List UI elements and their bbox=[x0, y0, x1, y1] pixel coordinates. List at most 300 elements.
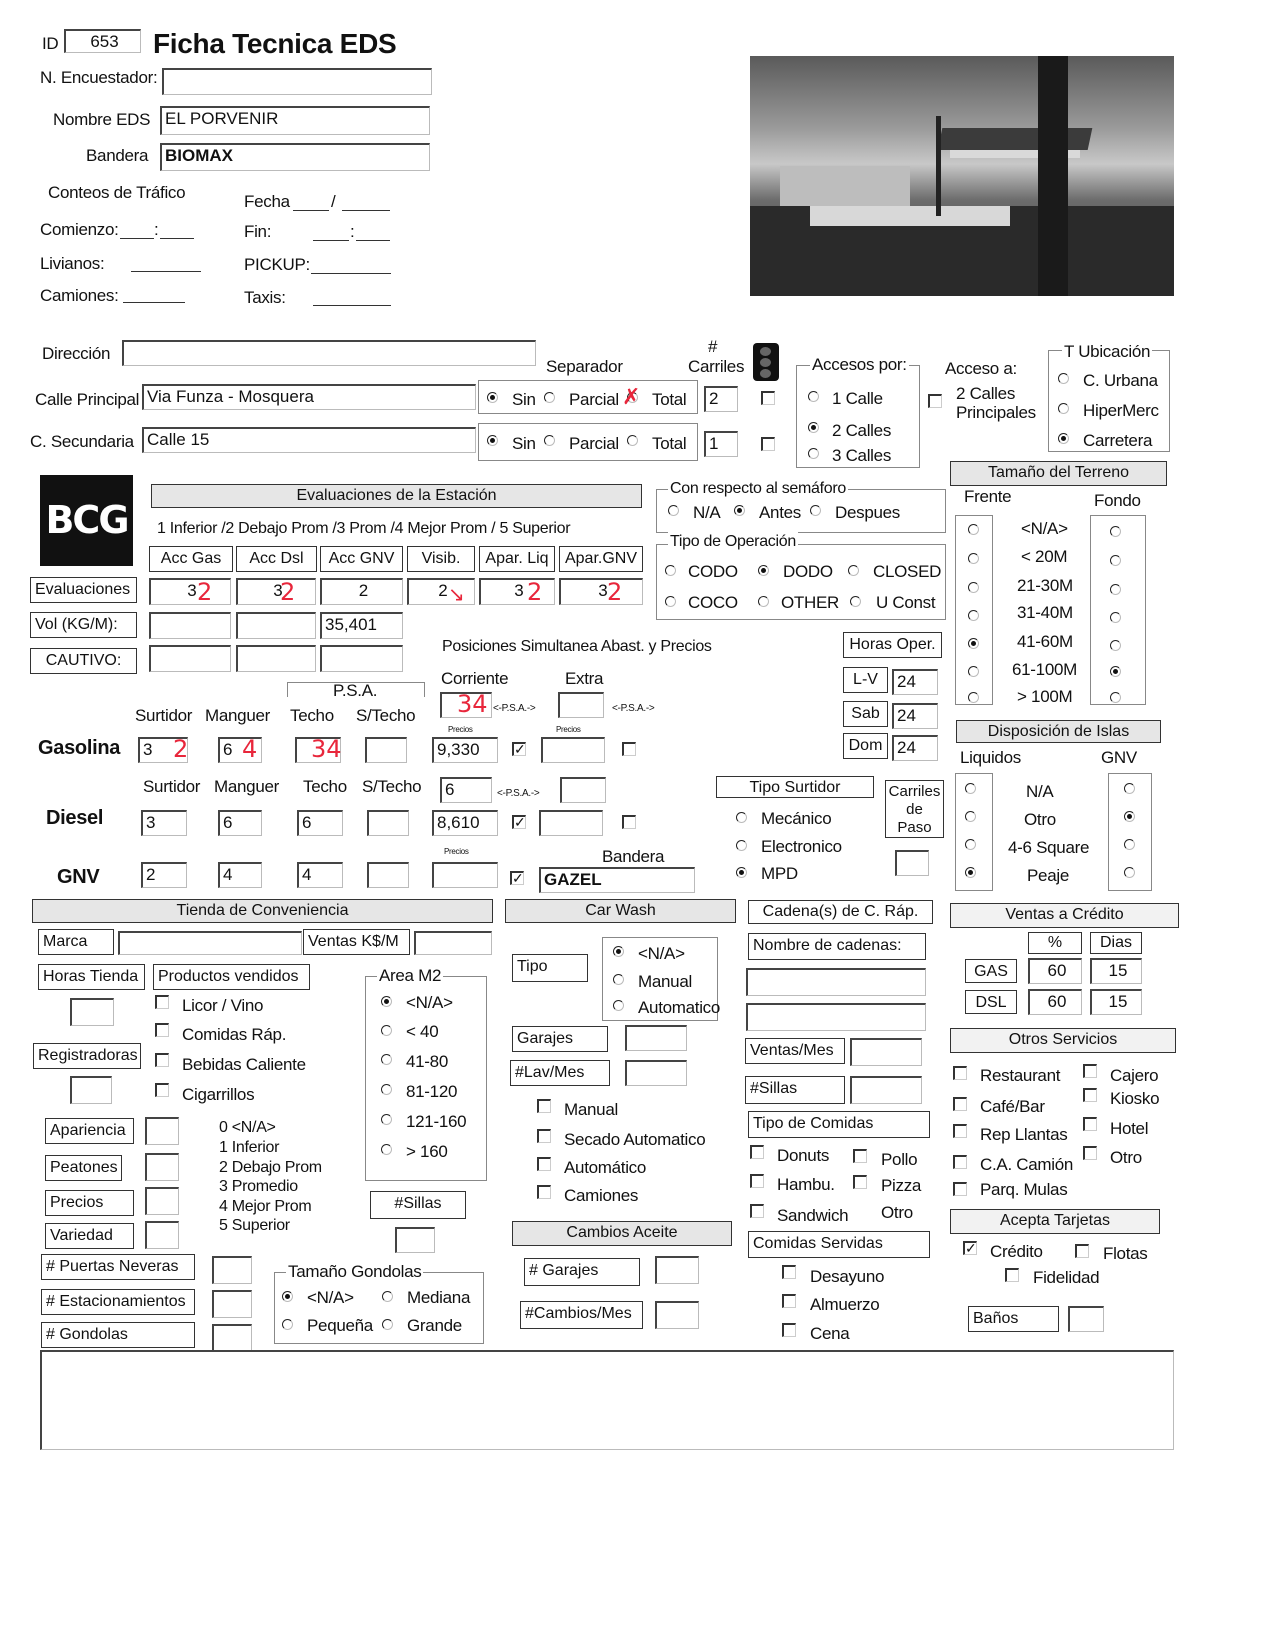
frente-radio[interactable] bbox=[968, 638, 979, 649]
acceso-3calles-label: 3 Calles bbox=[832, 446, 892, 465]
tienda-horas-field[interactable] bbox=[70, 998, 114, 1026]
op-dodo-radio[interactable] bbox=[758, 565, 769, 576]
eval-apar-liq-field[interactable]: 3 bbox=[479, 578, 555, 605]
servida-desayuno-check[interactable] bbox=[782, 1265, 796, 1279]
sep-p-sin-radio[interactable] bbox=[487, 392, 498, 403]
aceite-cambios-label: #Cambios/Mes bbox=[520, 1301, 643, 1329]
ubicacion-title: T Ubicación bbox=[1064, 342, 1151, 361]
acceso-a-check[interactable] bbox=[928, 394, 942, 408]
gas-manguer-field[interactable]: 6 bbox=[218, 737, 262, 763]
eval-col-acc-dsl: Acc Dsl bbox=[236, 546, 317, 572]
techo-header: Techo bbox=[303, 777, 347, 796]
op-coco-label: COCO bbox=[688, 593, 738, 612]
tarjeta-credito-check[interactable]: ✓ bbox=[965, 1240, 977, 1256]
carriles-secundaria-field[interactable]: 1 bbox=[704, 431, 738, 457]
precios-caption: Precios bbox=[444, 847, 469, 856]
credito-gas-dias-field[interactable]: 15 bbox=[1090, 958, 1142, 984]
comida-otro-label: Otro bbox=[881, 1203, 913, 1222]
area-radio[interactable] bbox=[381, 1114, 392, 1125]
gondola-mediana-label: Mediana bbox=[407, 1288, 471, 1307]
area-title: Area M2 bbox=[379, 966, 442, 985]
semaforo-antes-radio[interactable] bbox=[734, 505, 745, 516]
cadena-sillas-field[interactable] bbox=[850, 1076, 922, 1104]
tienda-title: Tienda de Conveniencia bbox=[32, 899, 493, 923]
diesel-label: Diesel bbox=[46, 807, 104, 829]
acceso-1calle-radio[interactable] bbox=[808, 391, 819, 402]
gas-precio-extra-field[interactable] bbox=[541, 737, 605, 763]
ubic-hiper-radio[interactable] bbox=[1058, 403, 1069, 414]
cw-manual-check[interactable] bbox=[537, 1099, 551, 1113]
carwash-lav-label: #Lav/Mes bbox=[510, 1060, 610, 1086]
terreno-row: 31-40M bbox=[1017, 603, 1073, 622]
eval-apar-gnv-field[interactable]: 3 bbox=[559, 578, 643, 605]
manguer-header: Manguer bbox=[205, 706, 270, 725]
aceite-cambios-field[interactable] bbox=[655, 1301, 699, 1329]
apariencia-label: Apariencia bbox=[45, 1118, 134, 1144]
fondo-radio[interactable] bbox=[1110, 526, 1121, 537]
scale-line: 5 Superior bbox=[219, 1217, 290, 1234]
credito-dsl-label: DSL bbox=[965, 990, 1017, 1014]
cw-manual-label: Manual bbox=[564, 1100, 618, 1119]
dsl-extra-psa-field[interactable] bbox=[560, 777, 606, 803]
frente-radio[interactable] bbox=[968, 610, 979, 621]
carwash-lav-field[interactable] bbox=[625, 1060, 687, 1086]
puertas-field[interactable] bbox=[212, 1256, 252, 1284]
dsl-manguer-field[interactable]: 6 bbox=[218, 810, 262, 836]
serv-kiosko-label: Kiosko bbox=[1110, 1089, 1160, 1108]
banos-field[interactable] bbox=[1068, 1306, 1104, 1332]
sep-s-total-radio[interactable] bbox=[627, 435, 638, 446]
eval-visib-field[interactable]: 2 bbox=[407, 578, 475, 605]
prod-comidas-label: Comidas Ráp. bbox=[182, 1025, 287, 1044]
hw-eval-acc-gas: 2 bbox=[197, 578, 213, 606]
area-option: > 160 bbox=[406, 1142, 448, 1161]
islas-liq-radio[interactable] bbox=[965, 867, 976, 878]
hw-eval-acc-dsl: 2 bbox=[280, 578, 296, 606]
nombre-eds-field[interactable]: EL PORVENIR bbox=[160, 106, 430, 135]
trafico-title: Conteos de Tráfico bbox=[48, 183, 186, 202]
cw-automatico-check[interactable] bbox=[537, 1157, 551, 1171]
area-radio[interactable] bbox=[381, 1054, 392, 1065]
islas-gnv-radio[interactable] bbox=[1124, 839, 1135, 850]
serv-mulas-check[interactable] bbox=[953, 1182, 967, 1196]
carwash-auto-label: Automatico bbox=[638, 998, 721, 1017]
gas-corriente-check[interactable]: ✓ bbox=[514, 741, 526, 757]
tarjeta-flotas-check[interactable] bbox=[1075, 1244, 1089, 1258]
area-option: 41-80 bbox=[406, 1052, 448, 1071]
terreno-row: > 100M bbox=[1017, 687, 1073, 706]
traffic-light-icon bbox=[753, 343, 779, 381]
prod-cigarrillos-label: Cigarrillos bbox=[182, 1085, 255, 1104]
estacionamientos-field[interactable] bbox=[212, 1290, 252, 1318]
frente-radio[interactable] bbox=[968, 553, 979, 564]
dsl-corriente-psa-field[interactable]: 6 bbox=[440, 777, 492, 803]
camiones-label: Camiones: bbox=[40, 286, 119, 305]
op-closed-label: CLOSED bbox=[873, 562, 942, 581]
gas-extra-check[interactable] bbox=[622, 742, 636, 756]
comienzo-mm[interactable] bbox=[160, 238, 194, 239]
carwash-na-label: <N/A> bbox=[638, 944, 685, 963]
terreno-row: 41-60M bbox=[1017, 632, 1073, 651]
frente-radio[interactable] bbox=[968, 582, 979, 593]
op-closed-radio[interactable] bbox=[848, 565, 859, 576]
manguer-header: Manguer bbox=[214, 777, 279, 796]
comida-sandwich-check[interactable] bbox=[750, 1204, 764, 1218]
extra-label: Extra bbox=[565, 669, 604, 688]
credito-gas-label: GAS bbox=[965, 959, 1017, 983]
comida-donuts-check[interactable] bbox=[750, 1145, 764, 1159]
fondo-radio[interactable] bbox=[1110, 640, 1121, 651]
servicios-title: Otros Servicios bbox=[950, 1028, 1176, 1053]
sep-s-parcial-radio[interactable] bbox=[544, 435, 555, 446]
terreno-row: 21-30M bbox=[1017, 576, 1073, 595]
vol-acc-gnv-field[interactable]: 35,401 bbox=[320, 612, 403, 639]
op-codo-label: CODO bbox=[688, 562, 738, 581]
sep-p-total-label: Total bbox=[652, 390, 687, 409]
area-option: 81-120 bbox=[406, 1082, 458, 1101]
dsl-surtidor-field[interactable]: 3 bbox=[141, 810, 187, 836]
sep-s-sin-label: Sin bbox=[512, 434, 536, 453]
semaforo-despues-label: Despues bbox=[835, 503, 900, 522]
comida-donuts-label: Donuts bbox=[777, 1146, 830, 1165]
scale-line: 0 <N/A> bbox=[219, 1119, 276, 1136]
cadena-ventas-field[interactable] bbox=[850, 1038, 922, 1066]
surtidor-tipo-title: Tipo Surtidor bbox=[716, 776, 874, 798]
ubic-urbana-label: C. Urbana bbox=[1083, 371, 1158, 390]
gnv-manguer-field[interactable]: 4 bbox=[218, 862, 262, 888]
terreno-row: 61-100M bbox=[1012, 660, 1077, 679]
tienda-marca-field[interactable] bbox=[118, 931, 302, 955]
cadena-sillas-label: #Sillas bbox=[745, 1076, 845, 1104]
livianos-label: Livianos: bbox=[40, 254, 105, 273]
horas-dom-label: Dom bbox=[843, 733, 888, 759]
acceso-a-value: 2 Calles Principales bbox=[956, 384, 1036, 422]
taxis-field[interactable] bbox=[313, 305, 391, 306]
apariencia-field[interactable] bbox=[145, 1117, 179, 1145]
tienda-sillas-label: #Sillas bbox=[370, 1191, 466, 1219]
fin-mm[interactable] bbox=[356, 240, 390, 241]
carwash-manual-radio[interactable] bbox=[613, 974, 624, 985]
horas-dom-field[interactable]: 24 bbox=[892, 735, 938, 761]
semaforo-despues-radio[interactable] bbox=[810, 505, 821, 516]
dsl-stecho-field[interactable] bbox=[367, 810, 409, 836]
eval-col-acc-gnv: Acc GNV bbox=[320, 546, 403, 572]
comments-area[interactable] bbox=[40, 1350, 1174, 1450]
cadena-nombre-field-2[interactable] bbox=[746, 1003, 926, 1031]
cw-camiones-label: Camiones bbox=[564, 1186, 639, 1205]
comienzo-hh[interactable] bbox=[120, 238, 154, 239]
fondo-radio[interactable] bbox=[1110, 666, 1121, 677]
hw-gas-corriente: 34 bbox=[457, 690, 488, 718]
credito-dsl-dias-field[interactable]: 15 bbox=[1090, 989, 1142, 1015]
credito-gas-pct-field[interactable]: 60 bbox=[1028, 958, 1082, 984]
area-option: < 40 bbox=[406, 1022, 439, 1041]
tienda-registradoras-field[interactable] bbox=[70, 1076, 112, 1104]
precios-caption: Precios bbox=[448, 725, 473, 734]
comida-hambu-check[interactable] bbox=[750, 1174, 764, 1188]
sep-s-total-label: Total bbox=[652, 434, 687, 453]
tienda-ventas-label: Ventas K$/M bbox=[303, 929, 410, 955]
tarjeta-fidelidad-check[interactable] bbox=[1005, 1268, 1019, 1282]
cw-camiones-check[interactable] bbox=[537, 1185, 551, 1199]
calle-principal-field[interactable]: Via Funza - Mosquera bbox=[142, 384, 476, 410]
gnv-bandera-field[interactable]: GAZEL bbox=[539, 867, 695, 893]
carwash-garajes-label: Garajes bbox=[512, 1026, 608, 1052]
serv-cafe-check[interactable] bbox=[953, 1097, 967, 1111]
dsl-precio-corriente-field[interactable]: 8,610 bbox=[432, 810, 498, 836]
frente-radio[interactable] bbox=[968, 666, 979, 677]
islas-row: N/A bbox=[1026, 782, 1054, 801]
islas-gnv-radio[interactable] bbox=[1124, 867, 1135, 878]
prod-cigarrillos-check[interactable] bbox=[155, 1083, 169, 1097]
area-option: 121-160 bbox=[406, 1112, 467, 1131]
eval-scale: 1 Inferior /2 Debajo Prom /3 Prom /4 Mejor Prom / 5 Superior bbox=[157, 520, 571, 537]
bandera-field[interactable]: BIOMAX bbox=[160, 143, 430, 171]
encuestador-field[interactable] bbox=[162, 68, 432, 95]
servida-cena-label: Cena bbox=[810, 1324, 850, 1343]
semaforo-principal-check[interactable] bbox=[761, 391, 775, 405]
stecho-header: S/Techo bbox=[362, 777, 422, 796]
gondola-na-radio[interactable] bbox=[282, 1291, 293, 1302]
fondo-radio[interactable] bbox=[1110, 612, 1121, 623]
eval-col-acc-gas: Acc Gas bbox=[149, 546, 233, 572]
tienda-productos-label: Productos vendidos bbox=[153, 964, 310, 990]
surtidor-mecanico-radio[interactable] bbox=[736, 812, 747, 823]
servida-cena-check[interactable] bbox=[782, 1323, 796, 1337]
area-radio[interactable] bbox=[381, 1084, 392, 1095]
fin-hh[interactable] bbox=[313, 240, 349, 241]
eval-acc-dsl-field[interactable]: 3 bbox=[236, 578, 316, 605]
terreno-fondo: Fondo bbox=[1094, 491, 1141, 510]
cadena-title: Cadena(s) de C. Ráp. bbox=[748, 900, 933, 924]
page-title: Ficha Tecnica EDS bbox=[153, 28, 397, 59]
surtidor-mpd-radio[interactable] bbox=[736, 867, 747, 878]
scale-line: 3 Promedio bbox=[219, 1178, 298, 1195]
carwash-garajes-field[interactable] bbox=[625, 1025, 687, 1051]
acceso-2calles-label: 2 Calles bbox=[832, 421, 892, 440]
serv-otro-check[interactable] bbox=[1083, 1146, 1097, 1160]
peatones-field[interactable] bbox=[145, 1153, 179, 1181]
vol-acc-dsl-field[interactable] bbox=[236, 612, 316, 639]
accesos-title: Accesos por: bbox=[812, 355, 907, 374]
cadena-nombre-field-1[interactable] bbox=[746, 968, 926, 996]
fondo-radio[interactable] bbox=[1110, 584, 1121, 595]
banos-label: Baños bbox=[968, 1306, 1059, 1332]
ubic-urbana-radio[interactable] bbox=[1058, 373, 1069, 384]
carwash-auto-radio[interactable] bbox=[613, 1000, 624, 1011]
comida-pollo-check[interactable] bbox=[853, 1149, 867, 1163]
eval-acc-gas-field[interactable]: 3 bbox=[149, 578, 231, 605]
op-codo-radio[interactable] bbox=[665, 565, 676, 576]
credito-dsl-pct-field[interactable]: 60 bbox=[1028, 989, 1082, 1015]
carwash-na-radio[interactable] bbox=[613, 946, 624, 957]
stecho-header: S/Techo bbox=[356, 706, 416, 725]
gas-extra-psa-field[interactable] bbox=[558, 692, 604, 718]
fecha-month[interactable] bbox=[342, 210, 390, 211]
cautivo-gnv-field[interactable] bbox=[320, 645, 403, 672]
acceso-3calles-radio[interactable] bbox=[808, 448, 819, 459]
scale-line: 4 Mejor Prom bbox=[219, 1198, 312, 1215]
tienda-sillas-field[interactable] bbox=[395, 1227, 435, 1253]
gnv-stecho-field[interactable] bbox=[367, 862, 409, 888]
terreno-frente: Frente bbox=[964, 487, 1012, 506]
posiciones-title: Posiciones Simultanea Abast. y Precios bbox=[442, 638, 712, 655]
operacion-title: Tipo de Operación bbox=[670, 533, 796, 550]
comida-pizza-label: Pizza bbox=[881, 1176, 922, 1195]
op-other-radio[interactable] bbox=[758, 596, 769, 607]
gondola-grande-radio[interactable] bbox=[382, 1319, 393, 1330]
precios-caption: Precios bbox=[556, 725, 581, 734]
prod-bebidas-check[interactable] bbox=[155, 1053, 169, 1067]
gnv-bandera-label: Bandera bbox=[602, 847, 665, 866]
gnv-precio-field[interactable] bbox=[432, 862, 498, 888]
id-label: ID bbox=[42, 34, 59, 53]
frente-radio[interactable] bbox=[968, 524, 979, 535]
islas-gnv: GNV bbox=[1101, 748, 1137, 767]
serv-llantas-check[interactable] bbox=[953, 1124, 967, 1138]
vol-acc-gas-field[interactable] bbox=[149, 612, 231, 639]
serv-hotel-check[interactable] bbox=[1083, 1117, 1097, 1131]
area-radio[interactable] bbox=[381, 996, 392, 1007]
credito-pct-header: % bbox=[1028, 932, 1082, 954]
calle-secundaria-field[interactable]: Calle 15 bbox=[142, 427, 476, 453]
frente-radio[interactable] bbox=[968, 692, 979, 703]
gas-precio-corriente-field[interactable]: 9,330 bbox=[432, 737, 498, 763]
op-coco-radio[interactable] bbox=[665, 596, 676, 607]
gondolas-field[interactable] bbox=[212, 1324, 252, 1352]
islas-title: Disposición de Islas bbox=[956, 720, 1161, 743]
horas-lv-label: L-V bbox=[843, 667, 888, 693]
horas-lv-field[interactable]: 24 bbox=[892, 669, 938, 695]
gnv-check[interactable]: ✓ bbox=[512, 870, 524, 886]
livianos-field[interactable] bbox=[131, 271, 201, 272]
cautivo-gas-field[interactable] bbox=[149, 645, 231, 672]
sep-p-parcial-radio[interactable] bbox=[544, 392, 555, 403]
semaforo-na-label: N/A bbox=[693, 503, 721, 522]
serv-restaurant-check[interactable] bbox=[953, 1066, 967, 1080]
comida-sandwich-label: Sandwich bbox=[777, 1206, 849, 1225]
pickup-field[interactable] bbox=[311, 273, 391, 274]
op-uconst-label: U Const bbox=[876, 593, 936, 612]
eval-acc-gnv-field[interactable]: 2 bbox=[320, 578, 403, 605]
aceite-garajes-field[interactable] bbox=[655, 1256, 699, 1284]
prod-comidas-check[interactable] bbox=[155, 1023, 169, 1037]
bandera-label: Bandera bbox=[86, 146, 149, 165]
camiones-field[interactable] bbox=[123, 302, 185, 303]
servida-almuerzo-label: Almuerzo bbox=[810, 1295, 880, 1314]
tienda-ventas-field[interactable] bbox=[414, 931, 492, 955]
puertas-label: # Puertas Neveras bbox=[41, 1254, 195, 1280]
serv-camion-check[interactable] bbox=[953, 1155, 967, 1169]
gondola-mediana-radio[interactable] bbox=[382, 1291, 393, 1302]
dsl-precio-extra-field[interactable] bbox=[539, 810, 603, 836]
direccion-label: Dirección bbox=[42, 344, 111, 363]
gondola-pequena-radio[interactable] bbox=[282, 1319, 293, 1330]
precios-label: Precios bbox=[45, 1190, 134, 1216]
cautivo-dsl-field[interactable] bbox=[236, 645, 316, 672]
carwash-manual-label: Manual bbox=[638, 972, 692, 991]
tienda-marca-label: Marca bbox=[38, 929, 114, 955]
tarjeta-fidelidad-label: Fidelidad bbox=[1033, 1268, 1100, 1287]
ubic-hiper-label: HiperMerc bbox=[1083, 401, 1159, 420]
gnv-techo-field[interactable]: 4 bbox=[297, 862, 343, 888]
variedad-field[interactable] bbox=[145, 1221, 179, 1249]
sep-s-sin-radio[interactable] bbox=[487, 435, 498, 446]
islas-gnv-radio[interactable] bbox=[1124, 783, 1135, 794]
gondolas-label: # Gondolas bbox=[41, 1322, 195, 1348]
islas-row: Otro bbox=[1024, 810, 1056, 829]
serv-otro-label: Otro bbox=[1110, 1148, 1142, 1167]
op-uconst-radio[interactable] bbox=[850, 596, 861, 607]
fecha-day[interactable] bbox=[293, 210, 329, 211]
horas-sab-label: Sab bbox=[843, 701, 888, 727]
id-field[interactable]: 653 bbox=[64, 29, 141, 53]
dsl-corriente-check[interactable]: ✓ bbox=[514, 814, 526, 830]
surtidor-electronico-radio[interactable] bbox=[736, 840, 747, 851]
ubic-carretera-radio[interactable] bbox=[1058, 433, 1069, 444]
carriles-principal-field[interactable]: 2 bbox=[704, 386, 738, 412]
cadena-ventas-label: Ventas/Mes bbox=[745, 1038, 845, 1064]
serv-restaurant-label: Restaurant bbox=[980, 1066, 1061, 1085]
tarjeta-credito-label: Crédito bbox=[990, 1242, 1043, 1261]
gas-surtidor-field[interactable]: 3 bbox=[138, 737, 188, 763]
serv-llantas-label: Rep Llantas bbox=[980, 1125, 1068, 1144]
precios-field[interactable] bbox=[145, 1187, 179, 1215]
gondola-pequena-label: Pequeña bbox=[307, 1316, 373, 1335]
psa-arrow: <-P.S.A.-> bbox=[497, 788, 540, 799]
aceite-garajes-label: # Garajes bbox=[524, 1258, 640, 1286]
gas-stecho-field[interactable] bbox=[365, 737, 407, 763]
comida-pizza-check[interactable] bbox=[853, 1175, 867, 1189]
variedad-label: Variedad bbox=[45, 1223, 134, 1249]
carriles-paso-field[interactable] bbox=[895, 850, 929, 876]
serv-cajero-check[interactable] bbox=[1083, 1064, 1097, 1078]
gasolina-label: Gasolina bbox=[38, 737, 121, 759]
islas-row: Peaje bbox=[1027, 866, 1069, 885]
islas-liq-radio[interactable] bbox=[965, 811, 976, 822]
hw-gas-techo: 34 bbox=[311, 735, 342, 763]
prod-licor-check[interactable] bbox=[155, 995, 169, 1009]
fondo-radio[interactable] bbox=[1110, 555, 1121, 566]
dsl-extra-check[interactable] bbox=[622, 815, 636, 829]
area-radio[interactable] bbox=[381, 1144, 392, 1155]
serv-kiosko-check[interactable] bbox=[1083, 1088, 1097, 1102]
fondo-radio[interactable] bbox=[1110, 692, 1121, 703]
hw-eval-apar-liq: 2 bbox=[527, 578, 543, 606]
dsl-techo-field[interactable]: 6 bbox=[297, 810, 343, 836]
carwash-tipo-label: Tipo bbox=[512, 954, 588, 982]
semaforo-na-radio[interactable] bbox=[668, 505, 679, 516]
servida-desayuno-label: Desayuno bbox=[810, 1267, 885, 1286]
direccion-field[interactable] bbox=[122, 340, 536, 366]
gnv-surtidor-field[interactable]: 2 bbox=[141, 862, 187, 888]
horas-sab-field[interactable]: 24 bbox=[892, 703, 938, 729]
servida-almuerzo-check[interactable] bbox=[782, 1294, 796, 1308]
psa-label: P.S.A. bbox=[333, 681, 378, 700]
acceso-2calles-radio[interactable] bbox=[808, 422, 819, 433]
area-radio[interactable] bbox=[381, 1025, 392, 1036]
semaforo-secundaria-check[interactable] bbox=[761, 437, 775, 451]
vol-row-label: Vol (KG/M): bbox=[30, 612, 137, 638]
islas-liq-radio[interactable] bbox=[965, 783, 976, 794]
cw-secado-check[interactable] bbox=[537, 1129, 551, 1143]
eval-title: Evaluaciones de la Estación bbox=[151, 484, 642, 508]
ubic-carretera-label: Carretera bbox=[1083, 431, 1153, 450]
terreno-row: < 20M bbox=[1021, 547, 1068, 566]
islas-liq-radio[interactable] bbox=[965, 839, 976, 850]
islas-liquidos: Liquidos bbox=[960, 748, 1021, 767]
islas-gnv-radio[interactable] bbox=[1124, 811, 1135, 822]
